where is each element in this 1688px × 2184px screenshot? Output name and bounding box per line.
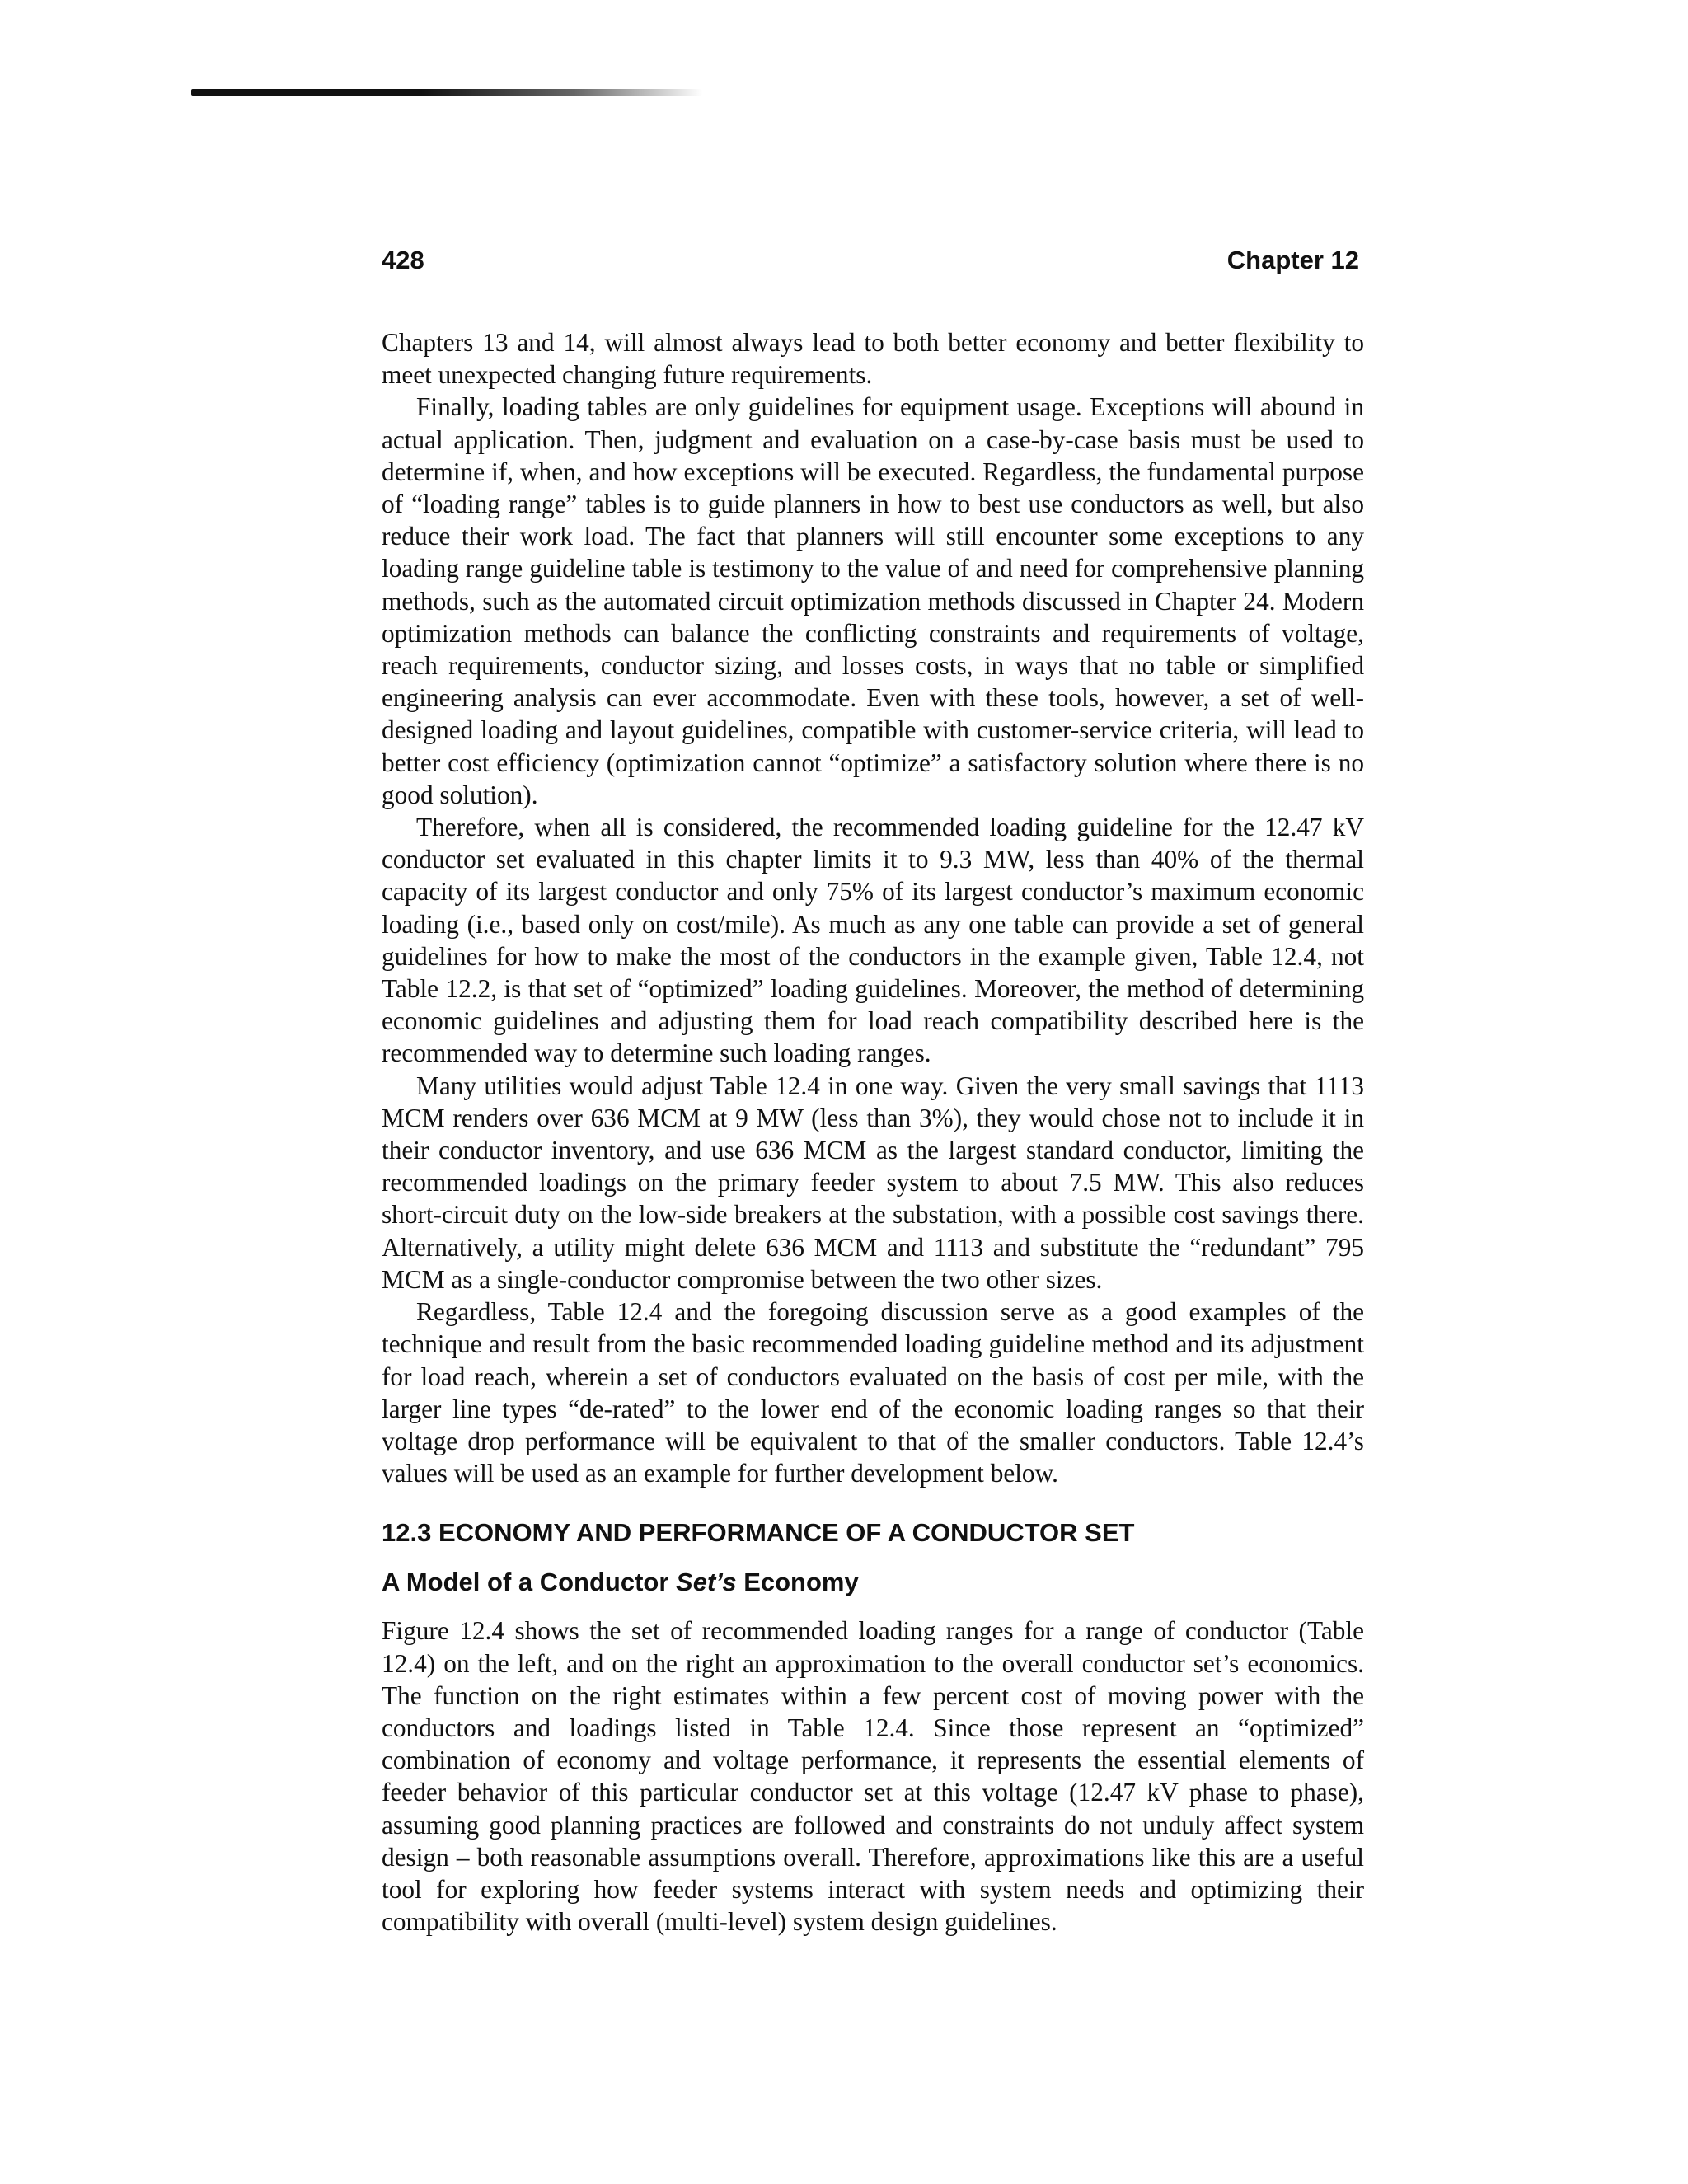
running-header: [382, 244, 1359, 277]
paragraph-figure-description: Figure 12.4 shows the set of recommended loading ranges for a range of conductor (Table 12.4) on the left, and on the right an approximation to the overall conductor set’s economics. The function on the right estimates within a few percent cost of moving power with the conductors and loadings listed in Table 12.4. Since those represent an “optimized” combination of economy and voltage performance, it represents the essential elements of feeder behavior of this particular conductor set at this voltage (12.47 kV phase to phase), assuming good planning practices are followed and constraints do not unduly affect system design – both reasonable assumptions overall. Therefore, approximations like this are a useful tool for exploring how feeder systems interact with system needs and optimizing their compatibility with overall (multi-level) system design guidelines.: [382, 1616, 1364, 1937]
paragraph-loading-tables: Finally, loading tables are only guidelines for equipment usage. Exceptions will abound in actual application. Then, judgment and evaluation on a case-by-case basis must be used to determine if, when, and how exceptions will be executed. Regardless, the fundamental purpose of “loading range” tables is to guide planners in how to best use conductors as well, but also reduce their work load. The fact that planners will still encounter some exceptions to any loading range guideline table is testimony to the value of and need for comprehensive planning methods, such as the automated circuit optimization methods discussed in Chapter 24. Modern optimization methods can balance the conflicting constraints and requirements of voltage, reach requirements, conductor sizing, and losses costs, in ways that no table or simplified engineering analysis can ever accommodate. Even with these tools, however, a set of well-designed loading and layout guidelines, compatible with customer-service criteria, will lead to better cost efficiency (optimization cannot “optimize” a satisfactory solution where there is no good solution).: [382, 392, 1364, 809]
paragraph-recommended-guideline: Therefore, when all is considered, the recommended loading guideline for the 12.47 kV conductor set evaluated in this chapter limits it to 9.3 MW, less than 40% of the thermal capacity of its largest conductor and only 75% of its largest conductor’s maximum economic loading (i.e., based only on cost/mile). As much as any one table can provide a set of general guidelines for how to make the most of the conductors in the example given, Table 12.4, not Table 12.2, is that set of “optimized” loading guidelines. Moreover, the method of determining economic guidelines and adjusting them for load reach compatibility described here is the recommended way to determine such loading ranges.: [382, 813, 1364, 1068]
page-body: [382, 326, 1364, 1938]
paragraph-utility-adjustment: Many utilities would adjust Table 12.4 in one way. Given the very small savings that 1113 MCM renders over 636 MCM at 9 MW (less than 3%), they would chose not to include it in their conductor inventory, and use 636 MCM as the largest standard conductor, limiting the recommended loadings on the primary feeder system to about 7.5 MW. This also reduces short-circuit duty on the low-side breakers at the substation, with a possible cost savings there. Alternatively, a utility might delete 636 MCM and 1113 and substitute the “redundant” 795 MCM as a single-conductor compromise between the two other sizes.: [382, 1071, 1364, 1294]
subsection-heading-italic: Set’s: [676, 1568, 737, 1597]
paragraph-regardless: Regardless, Table 12.4 and the foregoing discussion serve as a good examples of the technique and result from the basic recommended loading guideline method and its adjustment for load reach, wherein a set of conductors evaluated on the basis of cost per mile, with the larger line types “de-rated” to the lower end of the economic loading ranges so that their voltage drop performance will be equivalent to that of the smaller conductors. Table 12.4’s values will be used as an example for further development below.: [382, 1297, 1364, 1488]
subsection-heading-start: A Model of a Conductor: [382, 1568, 677, 1597]
paragraph-continuation: Chapters 13 and 14, will almost always lead to both better economy and better flexibility to meet unexpected changing future requirements.: [382, 328, 1364, 390]
scan-edge-rule: [191, 89, 702, 96]
page-number: 428: [382, 246, 424, 274]
section-heading: 12.3 ECONOMY AND PERFORMANCE OF A CONDUCTOR SET: [382, 1518, 1135, 1548]
chapter-label: Chapter 12: [1226, 246, 1359, 274]
subsection-heading: [382, 1566, 1364, 1599]
subsection-heading-end: Economy: [736, 1568, 859, 1597]
